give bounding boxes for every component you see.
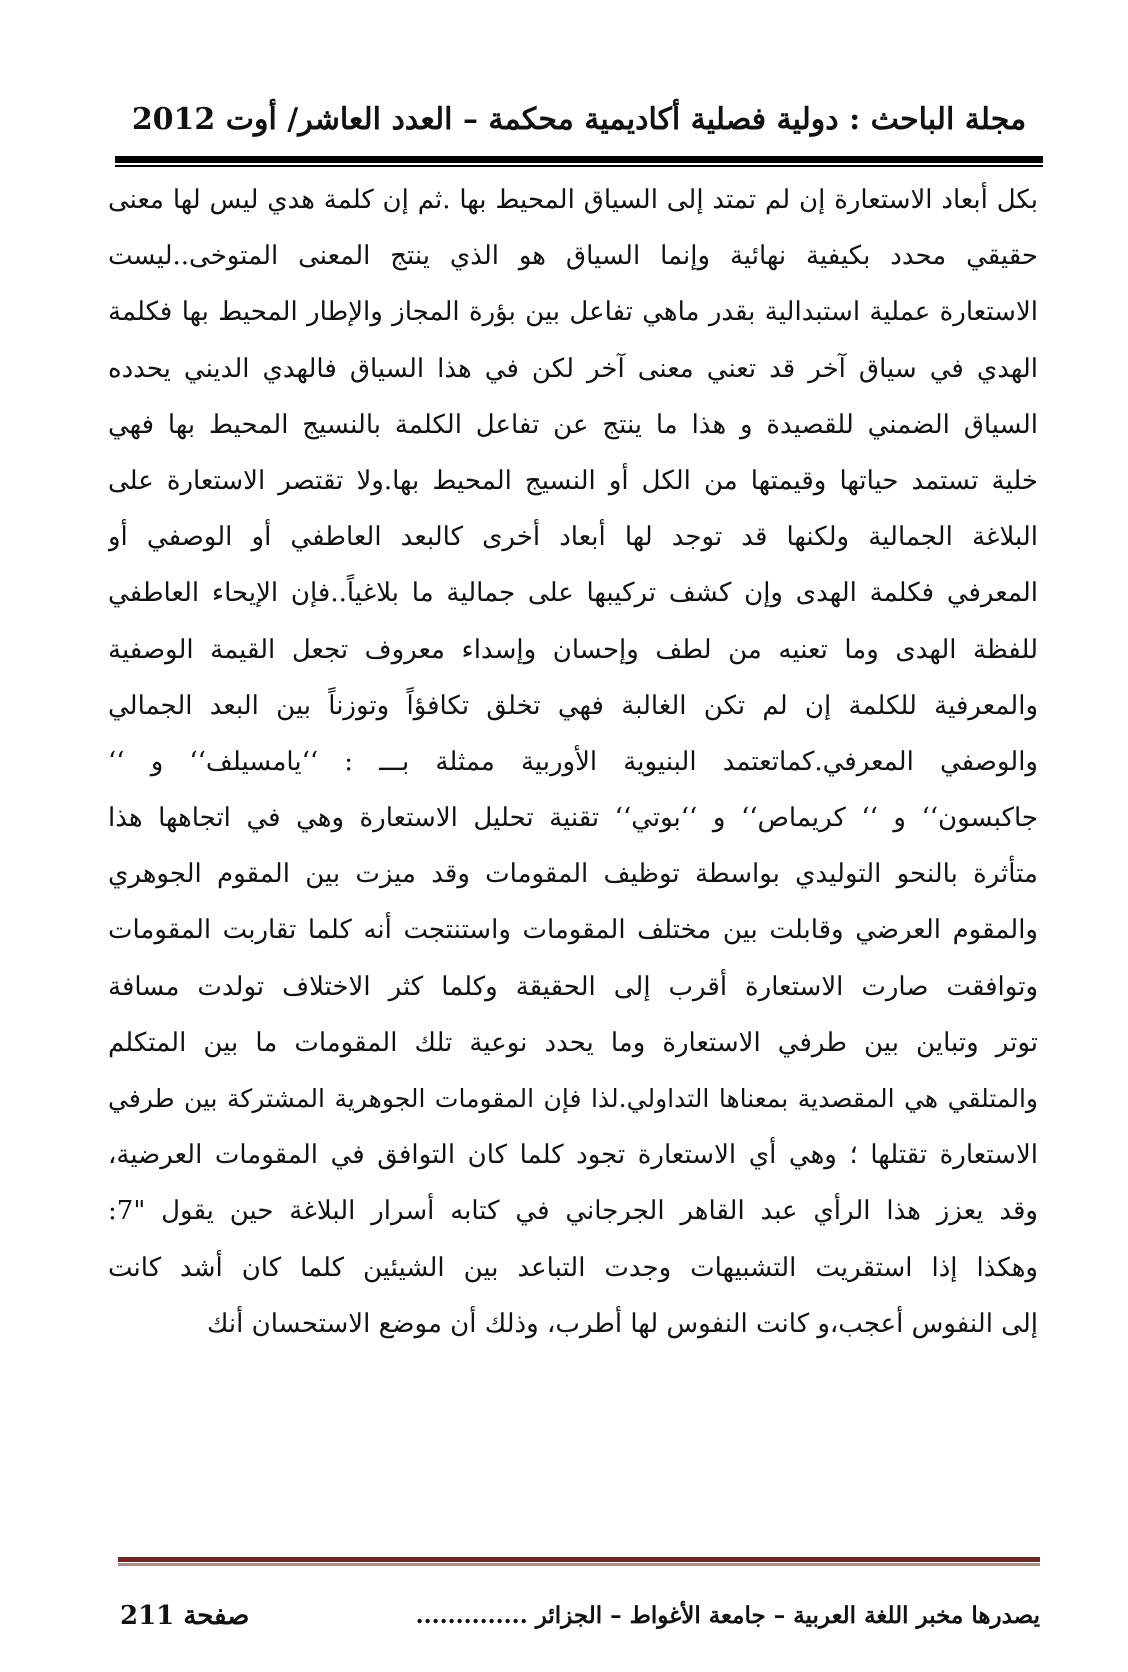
page-number: صفحة 211 — [120, 1601, 250, 1631]
body-line: للفظة الهدى وما تعنيه من لطف وإحسان وإسداء معروف تجعل القيمة الوصفية — [108, 634, 1038, 665]
footer-rule-dark — [118, 1557, 1040, 1562]
body-line: جاكبسون‘‘ و ‘‘ كريماص‘‘ و ‘‘بوتي‘‘ تقنية تحليل الاستعارة وهي في اتجاهها هذا — [108, 803, 1038, 834]
body-line: السياق الضمني للقصيدة و هذا ما ينتج عن تفاعل الكلمة بالنسيج المحيط بها فهي — [108, 409, 1038, 440]
body-line: توتر وتباين بين طرفي الاستعارة وما يحدد نوعية تلك المقومات ما بين المتكلم — [108, 1027, 1038, 1058]
body-line: والمعرفية للكلمة إن لم تكن الغالبة فهي تخلق تكافؤاً وتوزناً بين البعد الجمالي — [108, 690, 1038, 721]
body-line: وتوافقت صارت الاستعارة أقرب إلى الحقيقة وكلما كثر الاختلاف تولدت مسافة — [108, 971, 1038, 1002]
body-line: وهكذا إذا استقريت التشبيهات وجدت التباعد بين الشيئين كلما كان أشد كانت — [108, 1252, 1038, 1283]
body-line: بكل أبعاد الاستعارة إن لم تمتد إلى السياق المحيط بها .ثم إن كلمة هدي ليس لها معنى — [108, 185, 1038, 215]
body-line: والمتلقي هي المقصدية بمعناها التداولي.لذا فإن المقومات الجوهرية المشتركة بين طرفي — [108, 1084, 1038, 1113]
body-line: المعرفي فكلمة الهدى وإن كشف تركيبها على جمالية ما بلاغياً..فإن الإيحاء العاطفي — [108, 578, 1038, 609]
body-line: الهدي في سياق آخر قد تعني معنى آخر لكن في هذا السياق فالهدي الديني يحدده — [108, 353, 1038, 384]
body-line: متأثرة بالنحو التوليدي بواسطة توظيف المقومات وقد ميزت بين المقوم الجوهري — [108, 859, 1038, 890]
body-line: خلية تستمد حياتها وقيمتها من الكل أو النسيج المحيط بها.ولا تقتصر الاستعارة على — [108, 465, 1038, 496]
body-line: البلاغة الجمالية ولكنها قد توجد لها أبعاد أخرى كالبعد العاطفي أو الوصفي أو — [108, 522, 1038, 553]
body-line: وقد يعزز هذا الرأي عبد القاهر الجرجاني في كتابه أسرار البلاغة حين يقول "7: — [108, 1196, 1038, 1227]
body-line: إلى النفوس أعجب،و كانت النفوس لها أطرب، وذلك أن موضع الاستحسان أنك — [207, 1308, 1038, 1339]
body-line: والوصفي المعرفي.كماتعتمد البنيوية الأوربية ممثلة بـــ : ‘‘يامسيلف‘‘ و ‘‘ — [108, 746, 1038, 777]
article-body — [108, 172, 1038, 1352]
publisher-footer: يصدرها مخبر اللغة العربية – جامعة الأغواط – الجزائر .............. — [415, 1602, 1040, 1629]
journal-header-title: مجلة الباحث : دولية فصلية أكاديمية محكمة – العدد العاشر/ أوت 2012 — [131, 102, 1027, 137]
header-rule-thick — [115, 156, 1043, 163]
body-line: الاستعارة عملية استبدالية بقدر ماهي تفاعل بين بؤرة المجاز والإطار المحيط بها فكلمة — [108, 297, 1038, 328]
header-rule-thin — [115, 165, 1043, 167]
body-line: والمقوم العرضي وقابلت بين مختلف المقومات واستنتجت أنه كلما تقاربت المقومات — [108, 915, 1038, 946]
body-line: الاستعارة تقتلها ؛ وهي أي الاستعارة تجود كلما كان التوافق في المقومات العرضية، — [108, 1140, 1038, 1171]
body-line: حقيقي محدد بكيفية نهائية وإنما السياق هو الذي ينتج المعنى المتوخى..ليست — [108, 241, 1038, 272]
footer-rule-light — [118, 1563, 1040, 1566]
